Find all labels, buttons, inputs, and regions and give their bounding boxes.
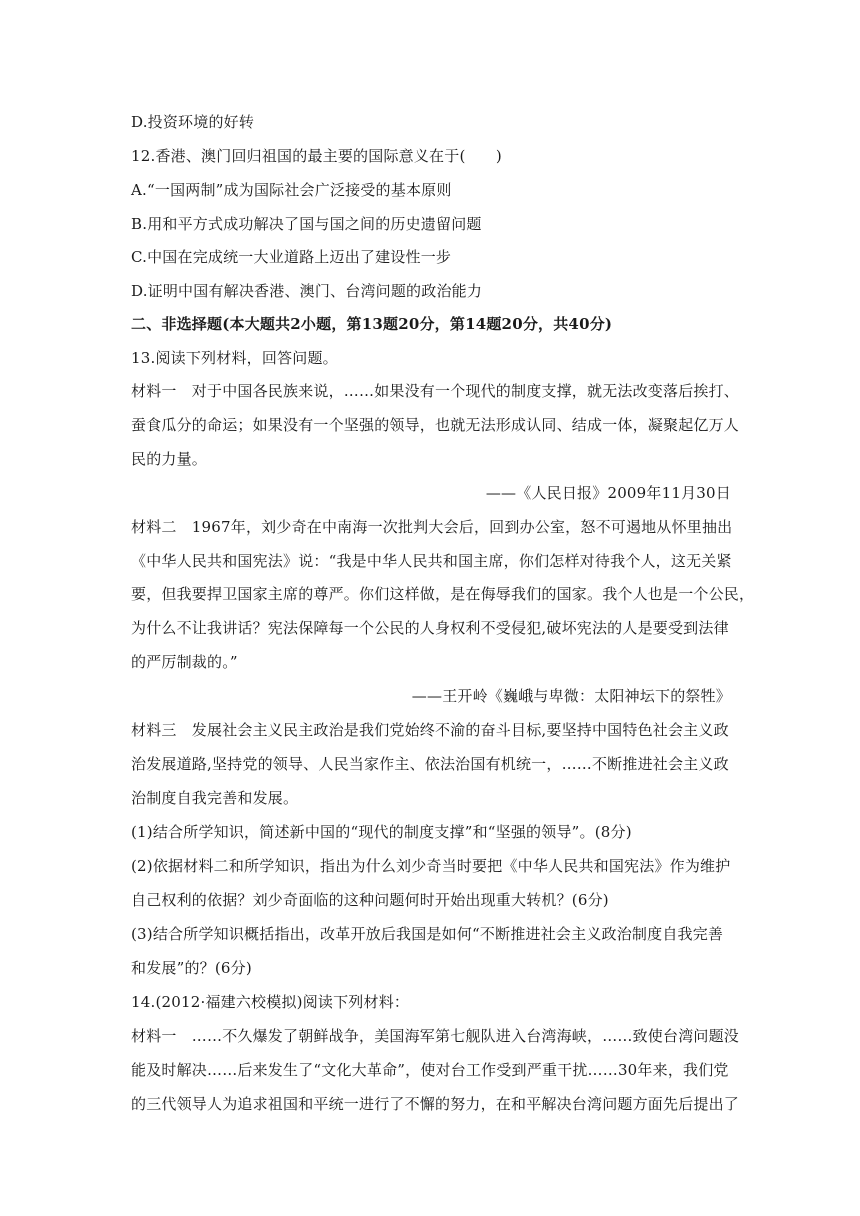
q13-question-3-cont: 和发展”的？(6分) bbox=[131, 959, 252, 977]
q13-material3-line: 材料三 发展社会主义民主政治是我们党始终不渝的奋斗目标,要坚持中国特色社会主义政 bbox=[131, 721, 729, 739]
q13-material1-line: 材料一 对于中国各民族来说，……如果没有一个现代的制度支撑，就无法改变落后挨打、 bbox=[131, 382, 740, 400]
q13-stem: 13.阅读下列材料，回答问题。 bbox=[131, 349, 338, 367]
q13-material2-line: 材料二 1967年，刘少奇在中南海一次批判大会后，回到办公室，怒不可遏地从怀里抽出 bbox=[131, 518, 733, 536]
q13-material3-line: 治发展道路,坚持党的领导、人民当家作主、依法治国有机统一，……不断推进社会主义政 bbox=[131, 755, 729, 773]
section-heading: 二、非选择题(本大题共2小题，第13题20分，第14题20分，共40分) bbox=[131, 315, 613, 333]
q13-material2-line: 《中华人民共和国宪法》说：“我是中华人民共和国主席，你们怎样对待我个人，这无关紧 bbox=[131, 552, 732, 570]
q11-option-d: D.投资环境的好转 bbox=[131, 113, 255, 131]
q13-material2-line: 要，但我要捍卫国家主席的尊严。你们这样做，是在侮辱我们的国家。我个人也是一个公民， bbox=[131, 585, 755, 603]
q12-option-d: D.证明中国有解决香港、澳门、台湾问题的政治能力 bbox=[131, 282, 483, 300]
q14-material1-line: 的三代领导人为追求祖国和平统一进行了不懈的努力，在和平解决台湾问题方面先后提出了 bbox=[131, 1095, 740, 1113]
q13-material1-source: ——《人民日报》2009年11月30日 bbox=[485, 484, 731, 502]
q13-material2-line: 的严厉制裁的。” bbox=[131, 653, 238, 671]
q13-material2-line: 为什么不让我讲话？宪法保障每一个公民的人身权利不受侵犯,破坏宪法的人是要受到法律 bbox=[131, 619, 729, 637]
q13-material1-line: 民的力量。 bbox=[131, 450, 208, 468]
q12-option-a: A.“一国两制”成为国际社会广泛接受的基本原则 bbox=[131, 181, 452, 199]
q14-material1-line: 材料一 ……不久爆发了朝鲜战争，美国海军第七舰队进入台湾海峡，……致使台湾问题没 bbox=[131, 1027, 740, 1045]
q13-question-2: (2)依据材料二和所学知识，指出为什么刘少奇当时要把《中华人民共和国宪法》作为维护 bbox=[131, 857, 731, 875]
q13-question-3: (3)结合所学知识概括指出，改革开放后我国是如何“不断推进社会主义政治制度自我完善 bbox=[131, 925, 724, 943]
q12-option-b: B.用和平方式成功解决了国与国之间的历史遗留问题 bbox=[131, 215, 482, 233]
q13-question-1: (1)结合所学知识，简述新中国的“现代的制度支撑”和“坚强的领导”。(8分) bbox=[131, 823, 632, 841]
q14-stem: 14.(2012·福建六校模拟)阅读下列材料： bbox=[131, 993, 410, 1011]
q13-material3-line: 治制度自我完善和发展。 bbox=[131, 789, 299, 807]
q13-question-2-cont: 自己权利的依据？刘少奇面临的这种问题何时开始出现重大转机？(6分) bbox=[131, 891, 609, 909]
q13-material2-source: ——王开岭《巍峨与卑微：太阳神坛下的祭牲》 bbox=[411, 687, 731, 705]
q14-material1-line: 能及时解决……后来发生了“文化大革命”，使对台工作受到严重干扰……30年来，我们党 bbox=[131, 1061, 729, 1079]
q13-material1-line: 蚕食瓜分的命运；如果没有一个坚强的领导，也就无法形成认同、结成一体，凝聚起亿万人 bbox=[131, 416, 740, 434]
q12-option-c: C.中国在完成统一大业道路上迈出了建设性一步 bbox=[131, 248, 452, 266]
q12-stem: 12.香港、澳门回归祖国的最主要的国际意义在于( ) bbox=[131, 147, 502, 165]
